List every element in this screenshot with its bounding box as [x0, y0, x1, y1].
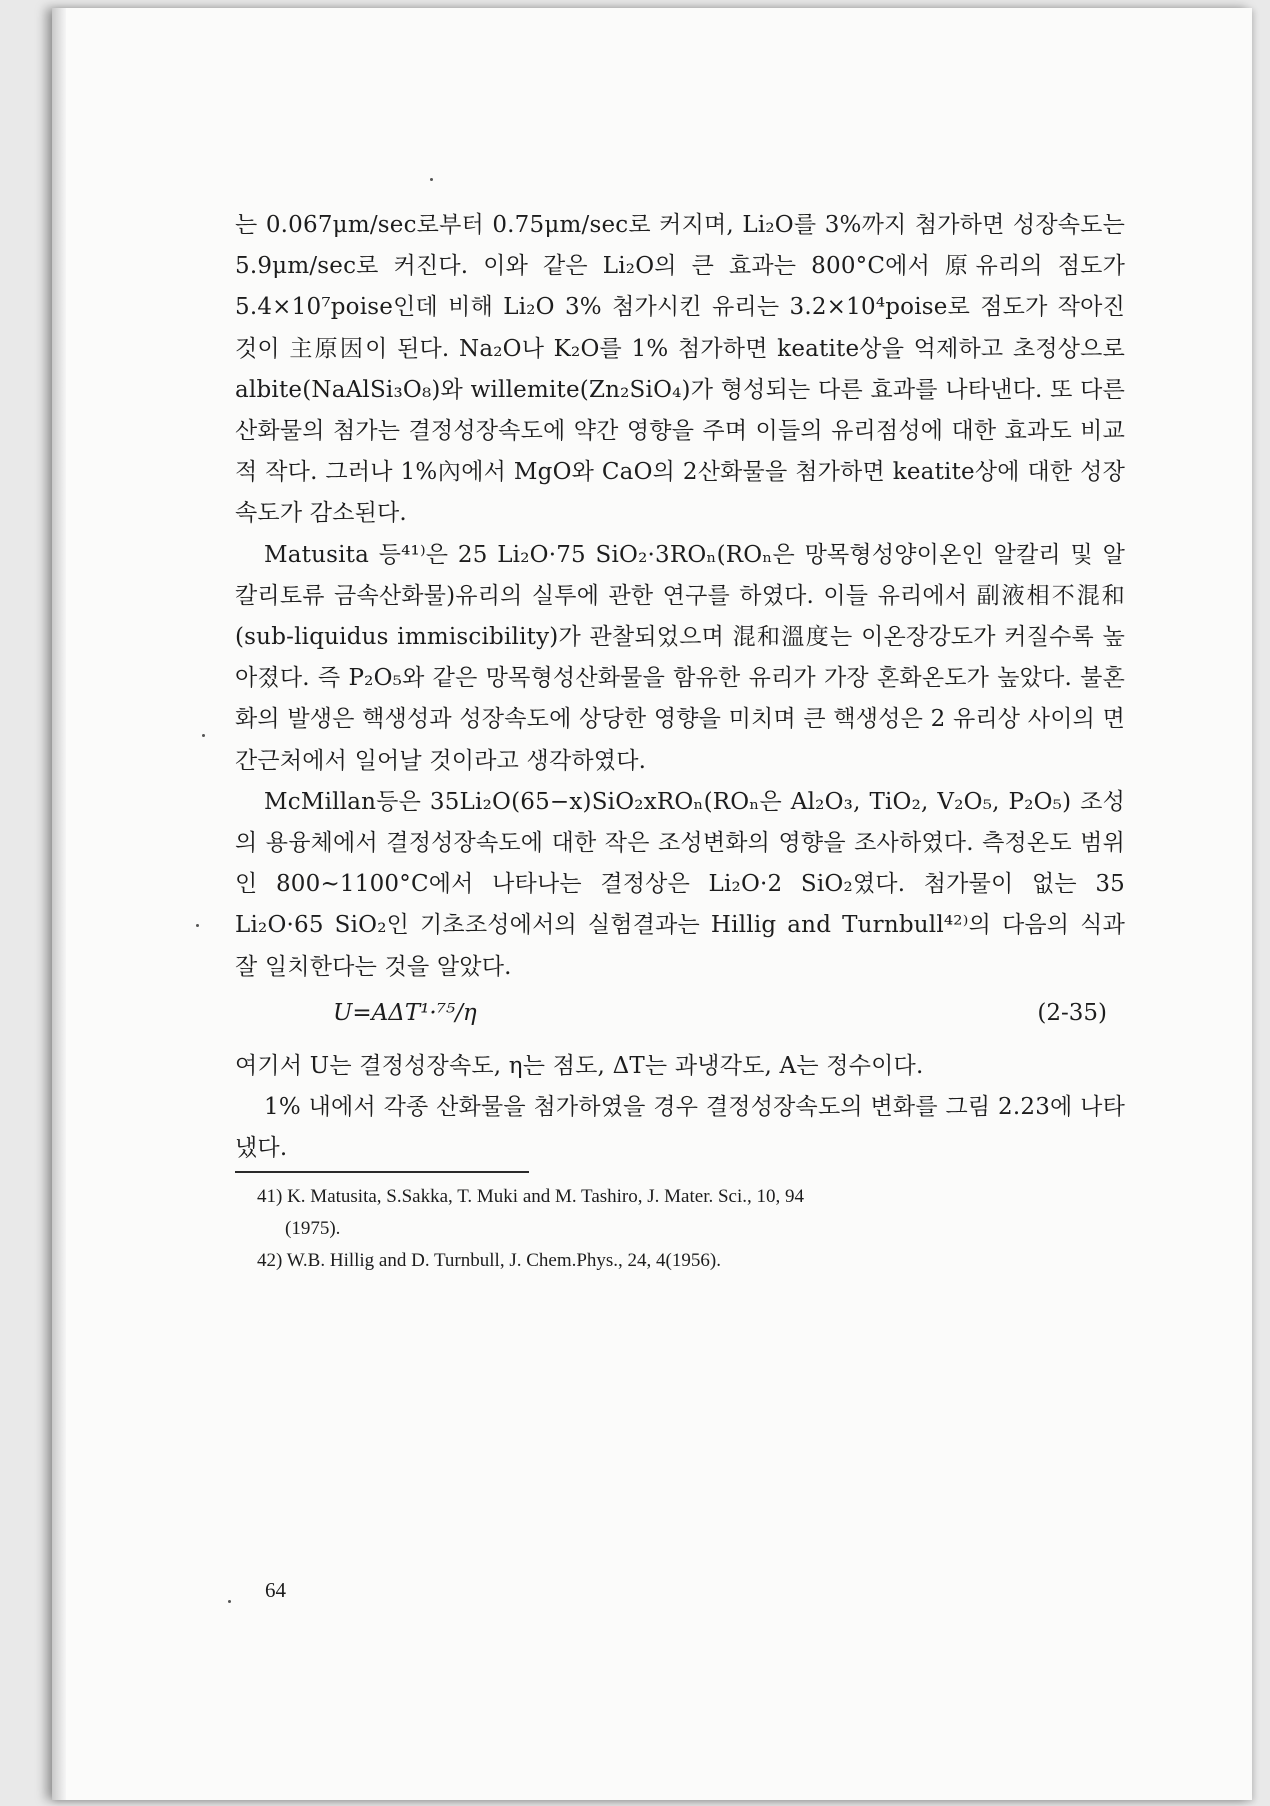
- scan-speck: [430, 178, 433, 181]
- book-page: [52, 8, 1252, 1800]
- equation-formula: U=AΔT¹·⁷⁵/η: [333, 999, 477, 1026]
- text-column: [235, 205, 1125, 1277]
- footnote-42: [235, 1245, 1125, 1277]
- equation-number: (2-35): [1037, 999, 1107, 1026]
- paragraph-2: Matusita 등⁴¹⁾은 25 Li₂O·75 SiO₂·3ROₙ(ROₙ은 망목형성양이온인 알칼리 및 알칼리토류 금속산화물)유리의 실투에 관한 연구를 하였다. 이들 유리에서 副液相不混和(sub-liquidus immiscibility)가 관찰되었으며 混和溫度는 이온장강도가 커질수록 높아졌다. 즉 P₂O₅와 같은 망목형성산화물을 함유한 유리가 가장 혼화온도가 높았다. 불혼화의 발생은 핵생성과 성장속도에 상당한 영향을 미치며 큰 핵생성은 2 유리상 사이의 면간근처에서 일어날 것이라고 생각하였다.: [235, 541, 1125, 774]
- paragraph-4: 여기서 U는 결정성장속도, η는 점도, ΔT는 과냉각도, A는 정수이다.: [235, 1052, 924, 1079]
- footnote-41-line2: (1975).: [285, 1218, 341, 1240]
- footnote-divider: [235, 1171, 529, 1173]
- equation: [235, 994, 1125, 1044]
- scan-speck: [202, 734, 205, 737]
- page-number: 64: [265, 1578, 286, 1602]
- footnote-41: [235, 1181, 1125, 1245]
- paragraph-3: McMillan등은 35Li₂O(65−x)SiO₂xROₙ(ROₙ은 Al₂O₃, TiO₂, V₂O₅, P₂O₅) 조성의 용융체에서 결정성장속도에 대한 작은 조성변화의 영향을 조사하였다. 측정온도 범위인 800~1100°C에서 나타나는 결정상은 Li₂O·2 SiO₂였다. 첨가물이 없는 35 Li₂O·65 SiO₂인 기초조성에서의 실험결과는 Hillig and Turnbull⁴²⁾의 다음의 식과 잘 일치한다는 것을 알았다.: [235, 788, 1125, 980]
- footnote-42-line1: 42) W.B. Hillig and D. Turnbull, J. Chem.Phys., 24, 4(1956).: [257, 1250, 721, 1272]
- paragraph-1: 는 0.067μm/sec로부터 0.75μm/sec로 커지며, Li₂O를 3%까지 첨가하면 성장속도는 5.9μm/sec로 커진다. 이와 같은 Li₂O의 큰 효과는 800°C에서 原유리의 점도가 5.4×10⁷poise인데 비해 Li₂O 3% 첨가시킨 유리는 3.2×10⁴poise로 점도가 작아진 것이 主原因이 된다. Na₂O나 K₂O를 1% 첨가하면 keatite상을 억제하고 초정상으로 albite(NaAlSi₃O₈)와 willemite(Zn₂SiO₄)가 형성되는 다른 효과를 나타낸다. 또 다른 산화물의 첨가는 결정성장속도에 약간 영향을 주며 이들의 유리점성에 대한 효과도 비교적 작다. 그러나 1%內에서 MgO와 CaO의 2산화물을 첨가하면 keatite상에 대한 성장속도가 감소된다.: [235, 212, 1125, 527]
- scan-speck: [196, 924, 199, 927]
- footnote-41-line1: 41) K. Matusita, S.Sakka, T. Muki and M. Tashiro, J. Mater. Sci., 10, 94: [257, 1186, 805, 1208]
- scan-speck: [228, 1600, 231, 1603]
- paragraph-5: 1% 내에서 각종 산화물을 첨가하였을 경우 결정성장속도의 변화를 그림 2.23에 나타냈다.: [235, 1094, 1125, 1162]
